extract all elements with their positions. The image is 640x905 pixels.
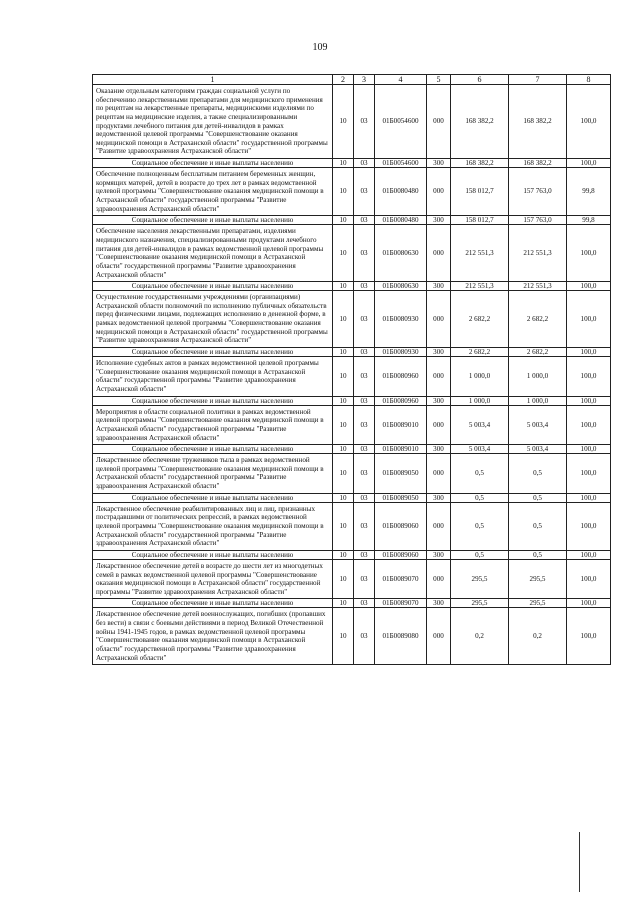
target-article-code: 01Б0080930 [375,348,427,357]
section-code: 10 [333,502,354,550]
table-row-subtotal [93,348,611,357]
executed-amount: 0,5 [509,493,567,502]
item-name: Лекарственное обеспечение тружеников тыла в рамках ведомственной целевой программы "Совершенствование оказания медицинской помощи в Астраханской области" государственной программы "Развитие здравоохранения Астраханской области" [93,454,333,494]
item-name: Социальное обеспечение и иные выплаты населению [93,159,333,168]
target-article-code: 01Б0080930 [375,291,427,348]
target-article-code: 01Б0089080 [375,608,427,665]
item-name: Социальное обеспечение и иные выплаты населению [93,493,333,502]
target-article-code: 01Б0054600 [375,85,427,159]
section-code: 10 [333,216,354,225]
column-number: 8 [567,75,611,85]
section-code: 10 [333,159,354,168]
item-name: Социальное обеспечение и иные выплаты населению [93,599,333,608]
planned-amount: 5 003,4 [451,445,509,454]
target-article-code: 01Б0089070 [375,559,427,599]
section-code: 10 [333,85,354,159]
executed-amount: 0,5 [509,454,567,494]
execution-percent: 100,0 [567,599,611,608]
target-article-code: 01Б0080630 [375,282,427,291]
table-row [93,405,611,445]
expense-type-code: 000 [427,454,451,494]
expense-type-code: 300 [427,282,451,291]
table-row [93,559,611,599]
planned-amount: 0,5 [451,502,509,550]
target-article-code: 01Б0089050 [375,493,427,502]
subsection-code: 03 [354,608,375,665]
execution-percent: 100,0 [567,493,611,502]
section-code: 10 [333,405,354,445]
section-code: 10 [333,225,354,282]
table-row-subtotal [93,493,611,502]
target-article-code: 01Б0080480 [375,216,427,225]
item-name: Лекарственное обеспечение детей в возрасте до шести лет из многодетных семей в рамках ведомственной целевой программы "Совершенствование оказания медицинской помощи в Астраханской области" государственной программы "Развитие здравоохранения Астраханской области" [93,559,333,599]
target-article-code: 01Б0089060 [375,550,427,559]
table-row-subtotal [93,159,611,168]
expense-type-code: 000 [427,225,451,282]
item-name: Социальное обеспечение и иные выплаты населению [93,282,333,291]
item-name: Оказание отдельным категориям граждан социальной услуги по обеспечению лекарственными препаратами для медицинского применения по рецептам на лекарственные препараты, медицинскими изделиями по рецептам на медицинские изделия, а также специализированными продуктами лечебного питания для детей-инвалидов в рамках ведомственной целевой программы "Совершенствование оказания медицинской помощи в Астраханской области" государственной программы "Развитие здравоохранения Астраханской области" [93,85,333,159]
expense-type-code: 000 [427,291,451,348]
expense-type-code: 300 [427,445,451,454]
table-row [93,357,611,397]
subsection-code: 03 [354,225,375,282]
expense-type-code: 300 [427,493,451,502]
execution-percent: 100,0 [567,502,611,550]
table-row [93,454,611,494]
table-row [93,502,611,550]
table-row-subtotal [93,599,611,608]
table-row [93,168,611,216]
item-name: Исполнение судебных актов в рамках ведомственной целевой программы "Совершенствование оказания медицинской помощи в Астраханской области" государственной программы "Развитие здравоохранения Астраханской области" [93,357,333,397]
planned-amount: 1 000,0 [451,396,509,405]
executed-amount: 0,5 [509,550,567,559]
table-row-subtotal [93,396,611,405]
expense-type-code: 300 [427,348,451,357]
table-row [93,608,611,665]
section-code: 10 [333,348,354,357]
item-name: Социальное обеспечение и иные выплаты населению [93,348,333,357]
item-name: Социальное обеспечение и иные выплаты населению [93,216,333,225]
execution-percent: 100,0 [567,291,611,348]
expense-type-code: 300 [427,599,451,608]
planned-amount: 158 012,7 [451,216,509,225]
execution-percent: 100,0 [567,357,611,397]
subsection-code: 03 [354,493,375,502]
expense-type-code: 000 [427,405,451,445]
subsection-code: 03 [354,502,375,550]
planned-amount: 5 003,4 [451,405,509,445]
execution-percent: 100,0 [567,559,611,599]
subsection-code: 03 [354,159,375,168]
execution-percent: 100,0 [567,85,611,159]
item-name: Лекарственное обеспечение детей военнослужащих, погибших (пропавших без вести) в связи с боевыми действиями в период Великой Отечественной войны 1941-1945 годов, в рамках ведомственной целевой программы "Совершенствование оказания медицинской помощи в Астраханской области" государственной программы "Развитие здравоохранения Астраханской области" [93,608,333,665]
column-number: 2 [333,75,354,85]
subsection-code: 03 [354,348,375,357]
section-code: 10 [333,493,354,502]
target-article-code: 01Б0089010 [375,445,427,454]
planned-amount: 0,5 [451,493,509,502]
executed-amount: 295,5 [509,599,567,608]
executed-amount: 2 682,2 [509,291,567,348]
execution-percent: 100,0 [567,159,611,168]
planned-amount: 158 012,7 [451,168,509,216]
section-code: 10 [333,550,354,559]
subsection-code: 03 [354,559,375,599]
expense-type-code: 000 [427,502,451,550]
column-number: 4 [375,75,427,85]
subsection-code: 03 [354,599,375,608]
expense-type-code: 000 [427,357,451,397]
item-name: Осуществление государственными учреждениями (организациями) Астраханской области полномочий по исполнению публичных обязательств перед физическими лицами, подлежащих исполнению в денежной форме, в рамках ведомственной целевой программы "Совершенствование оказания медицинской помощи в Астраханской области" государственной программы "Развитие здравоохранения Астраханской области" [93,291,333,348]
executed-amount: 212 551,3 [509,225,567,282]
target-article-code: 01Б0054600 [375,159,427,168]
planned-amount: 295,5 [451,559,509,599]
executed-amount: 212 551,3 [509,282,567,291]
expense-type-code: 000 [427,559,451,599]
section-code: 10 [333,445,354,454]
column-number: 5 [427,75,451,85]
item-name: Мероприятия в области социальной политики в рамках ведомственной целевой программы "Совершенствование оказания медицинской помощи в Астраханской области" государственной программы "Развитие здравоохранения Астраханской области" [93,405,333,445]
planned-amount: 212 551,3 [451,282,509,291]
target-article-code: 01Б0080630 [375,225,427,282]
planned-amount: 212 551,3 [451,225,509,282]
executed-amount: 5 003,4 [509,405,567,445]
executed-amount: 157 763,0 [509,168,567,216]
table-row-subtotal [93,282,611,291]
section-code: 10 [333,396,354,405]
item-name: Социальное обеспечение и иные выплаты населению [93,445,333,454]
target-article-code: 01Б0080960 [375,357,427,397]
execution-percent: 100,0 [567,282,611,291]
section-code: 10 [333,559,354,599]
table-row [93,85,611,159]
item-name: Социальное обеспечение и иные выплаты населению [93,396,333,405]
planned-amount: 1 000,0 [451,357,509,397]
page-number: 109 [312,42,328,53]
section-code: 10 [333,282,354,291]
execution-percent: 100,0 [567,348,611,357]
table-row-subtotal [93,445,611,454]
item-name: Обеспечение полноценным бесплатным питанием беременных женщин, кормящих матерей, детей в возрасте до трех лет в рамках ведомственной целевой программы "Совершенствование оказания медицинской помощи в Астраханской области" государственной программы "Развитие здравоохранения Астраханской области" [93,168,333,216]
item-name: Обеспечение населения лекарственными препаратами, изделиями медицинского назначения, специализированными продуктами лечебного питания для детей-инвалидов в рамках ведомственной целевой программы "Совершенствование оказания медицинской помощи в Астраханской области" государственной программы "Развитие здравоохранения Астраханской области" [93,225,333,282]
executed-amount: 168 382,2 [509,85,567,159]
execution-percent: 100,0 [567,405,611,445]
expense-type-code: 300 [427,550,451,559]
execution-percent: 99,8 [567,168,611,216]
subsection-code: 03 [354,396,375,405]
subsection-code: 03 [354,291,375,348]
subsection-code: 03 [354,216,375,225]
planned-amount: 295,5 [451,599,509,608]
column-number-row [93,75,611,85]
planned-amount: 0,5 [451,550,509,559]
executed-amount: 0,2 [509,608,567,665]
column-number: 3 [354,75,375,85]
execution-percent: 100,0 [567,608,611,665]
expense-type-code: 000 [427,85,451,159]
item-name: Лекарственное обеспечение реабилитированных лиц и лиц, признанных пострадавшими от политических репрессий, в рамках ведомственной целевой программы "Совершенствование оказания медицинской помощи в Астраханской области" государственной программы "Развитие здравоохранения Астраханской области" [93,502,333,550]
execution-percent: 100,0 [567,550,611,559]
expense-type-code: 300 [427,216,451,225]
subsection-code: 03 [354,85,375,159]
subsection-code: 03 [354,454,375,494]
execution-percent: 100,0 [567,445,611,454]
expense-type-code: 000 [427,608,451,665]
executed-amount: 1 000,0 [509,357,567,397]
table-row-subtotal [93,216,611,225]
subsection-code: 03 [354,445,375,454]
planned-amount: 168 382,2 [451,159,509,168]
expense-type-code: 300 [427,159,451,168]
target-article-code: 01Б0089010 [375,405,427,445]
column-number: 7 [509,75,567,85]
subsection-code: 03 [354,282,375,291]
planned-amount: 2 682,2 [451,291,509,348]
expense-type-code: 000 [427,168,451,216]
section-code: 10 [333,291,354,348]
executed-amount: 168 382,2 [509,159,567,168]
section-code: 10 [333,599,354,608]
planned-amount: 2 682,2 [451,348,509,357]
subsection-code: 03 [354,357,375,397]
target-article-code: 01Б0089050 [375,454,427,494]
column-number: 6 [451,75,509,85]
table-row-subtotal [93,550,611,559]
table-row [93,291,611,348]
target-article-code: 01Б0080480 [375,168,427,216]
subsection-code: 03 [354,168,375,216]
section-code: 10 [333,454,354,494]
table-row [93,225,611,282]
expense-type-code: 300 [427,396,451,405]
executed-amount: 295,5 [509,559,567,599]
target-article-code: 01Б0089070 [375,599,427,608]
execution-percent: 100,0 [567,454,611,494]
table-body [93,85,611,665]
section-code: 10 [333,357,354,397]
target-article-code: 01Б0089060 [375,502,427,550]
subsection-code: 03 [354,405,375,445]
item-name: Социальное обеспечение и иные выплаты населению [93,550,333,559]
section-code: 10 [333,168,354,216]
margin-line [579,832,580,892]
execution-percent: 99,8 [567,216,611,225]
target-article-code: 01Б0080960 [375,396,427,405]
execution-percent: 100,0 [567,225,611,282]
executed-amount: 5 003,4 [509,445,567,454]
executed-amount: 2 682,2 [509,348,567,357]
executed-amount: 157 763,0 [509,216,567,225]
planned-amount: 168 382,2 [451,85,509,159]
budget-table [92,74,611,665]
section-code: 10 [333,608,354,665]
planned-amount: 0,2 [451,608,509,665]
planned-amount: 0,5 [451,454,509,494]
subsection-code: 03 [354,550,375,559]
column-number: 1 [93,75,333,85]
executed-amount: 0,5 [509,502,567,550]
execution-percent: 100,0 [567,396,611,405]
executed-amount: 1 000,0 [509,396,567,405]
